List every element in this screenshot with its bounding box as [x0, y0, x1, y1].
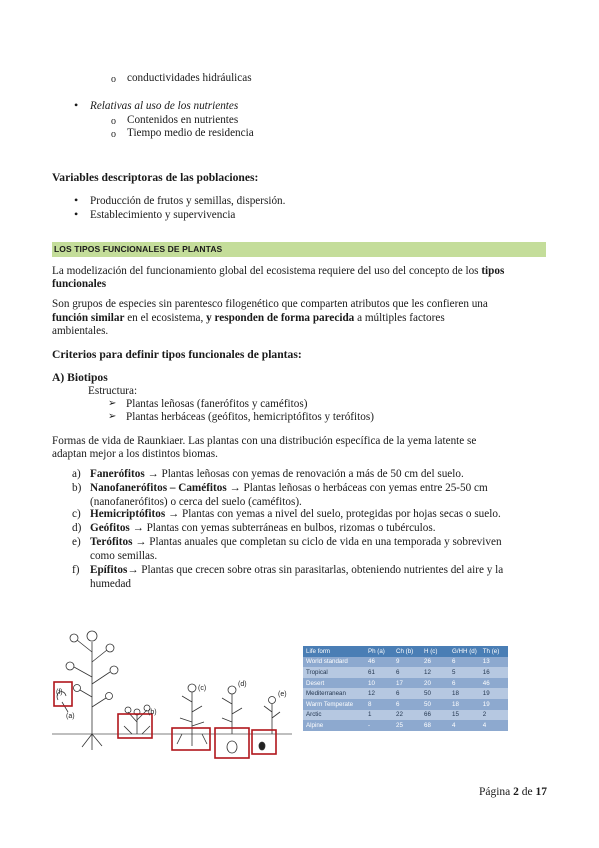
table-row	[303, 667, 508, 678]
table-cell: Alpine	[303, 720, 365, 731]
life-form-table-wrap	[303, 646, 508, 731]
life-form-name: Fanerófitos	[90, 468, 145, 480]
bullet: •	[74, 207, 79, 221]
arrow-bullet-icon: ➢	[108, 398, 117, 409]
table-header-cell: Ch (b)	[393, 646, 421, 657]
table-cell: Arctic	[303, 710, 365, 721]
table-cell: 12	[365, 688, 393, 699]
list-letter: c)	[72, 508, 81, 520]
table-cell: 61	[365, 667, 393, 678]
table-header-cell: H (c)	[421, 646, 449, 657]
list-item: Tiempo medio de residencia	[127, 127, 254, 139]
paragraph-line	[52, 312, 546, 325]
table-cell: 6	[393, 699, 421, 710]
biotipos-heading: A) Biotipos	[52, 371, 108, 384]
list-letter: f)	[72, 564, 80, 576]
table-cell: 26	[421, 657, 449, 668]
table-row	[303, 688, 508, 699]
bullet: •	[74, 98, 79, 112]
life-form-name: Geófitos	[90, 522, 130, 534]
table-cell: 6	[449, 657, 480, 668]
table-cell: Desert	[303, 678, 365, 689]
table-row	[303, 720, 508, 731]
bold-term: función similar	[52, 312, 125, 324]
list-item: Producción de frutos y semillas, dispersión.	[90, 195, 286, 207]
table-cell: 15	[449, 710, 480, 721]
life-form-item	[90, 482, 488, 495]
table-cell: 8	[365, 699, 393, 710]
paragraph	[52, 298, 546, 311]
list-item: Relativas al uso de los nutrientes	[90, 100, 239, 112]
table-cell: 6	[393, 688, 421, 699]
raunkiaer-figure	[52, 622, 297, 762]
sub-bullet: o	[111, 74, 116, 85]
life-form-item	[90, 564, 503, 577]
life-form-desc: → Plantas con yemas subterráneas en bulbos, rizomas o tubérculos.	[129, 522, 436, 534]
table-header-cell: Th (e)	[480, 646, 508, 657]
table-cell: 5	[449, 667, 480, 678]
table-cell: World standard	[303, 657, 365, 668]
table-cell: 19	[480, 688, 508, 699]
figure-label: (b)	[148, 709, 157, 716]
figure-label: (a)	[66, 713, 75, 720]
list-item: conductividades hidráulicas	[127, 72, 252, 84]
list-item: Plantas herbáceas (geófitos, hemicriptófitos y terófitos)	[126, 411, 374, 423]
table-cell: 9	[393, 657, 421, 668]
table-cell: 50	[421, 699, 449, 710]
table-cell: 22	[393, 710, 421, 721]
bold-term: y responden de forma parecida	[206, 312, 355, 324]
table-header-cell: Life form	[303, 646, 365, 657]
table-cell: 17	[393, 678, 421, 689]
page-number: 2	[513, 786, 519, 798]
table-header-cell: Ph (a)	[365, 646, 393, 657]
life-form-table	[303, 646, 508, 731]
section-heading-bar	[52, 242, 546, 257]
populations-heading: Variables descriptoras de las poblaciones:	[52, 171, 259, 184]
list-item: Establecimiento y supervivencia	[90, 209, 236, 221]
life-form-desc: → Plantas con yemas a nivel del suelo, protegidas por hojas secas o suelo.	[165, 508, 501, 520]
table-cell: 2	[480, 710, 508, 721]
list-letter: d)	[72, 522, 82, 534]
table-cell: 50	[421, 688, 449, 699]
life-form-name: Terófitos	[90, 536, 133, 548]
table-cell: 20	[421, 678, 449, 689]
footer-label: de	[518, 786, 536, 798]
criteria-heading: Criterios para definir tipos funcionales de plantas:	[52, 348, 302, 361]
table-row	[303, 710, 508, 721]
section-heading: LOS TIPOS FUNCIONALES DE PLANTAS	[54, 244, 223, 254]
table-cell: 16	[480, 667, 508, 678]
figure-label: (e)	[278, 691, 287, 698]
bold-term: tipos	[481, 265, 505, 277]
paragraph	[52, 265, 546, 278]
table-cell: 25	[393, 720, 421, 731]
life-form-item	[90, 522, 436, 535]
table-cell: 18	[449, 699, 480, 710]
table-cell: 46	[365, 657, 393, 668]
table-cell: 1	[365, 710, 393, 721]
paragraph-text: ambientales.	[52, 325, 109, 337]
table-cell: 6	[393, 667, 421, 678]
list-item: Plantas leñosas (fanerófitos y caméfitos)	[126, 398, 308, 410]
sub-bullet: o	[111, 116, 116, 127]
table-row	[303, 699, 508, 710]
paragraph-text: Son grupos de especies sin parentesco filogenético que comparten atributos que les confieren una	[52, 298, 488, 310]
table-cell: 4	[449, 720, 480, 731]
life-form-item	[90, 508, 501, 521]
footer-label: Página	[478, 786, 514, 798]
page-footer	[479, 786, 547, 798]
life-form-name: Hemicriptófitos	[90, 508, 166, 520]
figure-label: (d)	[238, 681, 247, 688]
list-letter: a)	[72, 468, 81, 480]
figure-label: (c)	[198, 685, 207, 692]
paragraph-text: La modelización del funcionamiento global del ecosistema requiere del uso del concepto de los	[52, 265, 482, 277]
table-cell: 6	[449, 678, 480, 689]
life-form-desc: → Plantas que crecen sobre otras sin parasitarlas, obteniendo nutrientes del aire y la	[127, 564, 504, 576]
table-cell: -	[365, 720, 393, 731]
paragraph-text: a múltiples factores	[354, 312, 445, 324]
table-cell: Warm Temperate	[303, 699, 365, 710]
life-form-desc: → Plantas leñosas o herbáceas con yemas entre 25-50 cm	[226, 482, 488, 494]
life-form-desc: → Plantas anuales que completan su ciclo de vida en una temporada y sobreviven	[132, 536, 502, 548]
life-form-desc: → Plantas leñosas con yemas de renovación a más de 50 cm del suelo.	[144, 468, 464, 480]
table-cell: 13	[480, 657, 508, 668]
table-cell: 18	[449, 688, 480, 699]
table-row	[303, 678, 508, 689]
table-cell: 46	[480, 678, 508, 689]
sub-bullet: o	[111, 129, 116, 140]
life-form-name: Epífitos	[90, 564, 128, 576]
paragraph-text: en el ecosistema,	[124, 312, 207, 324]
paragraph-text: adaptan mejor a los distintos biomas.	[52, 448, 218, 460]
table-cell: 66	[421, 710, 449, 721]
estructura-label: Estructura:	[88, 385, 138, 397]
table-header-row	[303, 646, 508, 657]
table-cell: Mediterranean	[303, 688, 365, 699]
table-header-cell: G/HH (d)	[449, 646, 480, 657]
table-row	[303, 657, 508, 668]
life-form-name: Nanofanerófitos – Caméfitos	[90, 482, 227, 494]
list-letter: b)	[72, 482, 82, 494]
table-cell: 4	[480, 720, 508, 731]
paragraph-cont	[52, 278, 106, 291]
life-form-item	[90, 536, 502, 549]
table-cell: 12	[421, 667, 449, 678]
life-form-desc-cont: humedad	[90, 578, 132, 590]
bullet: •	[74, 193, 79, 207]
paragraph-line	[52, 325, 108, 338]
table-cell: 19	[480, 699, 508, 710]
list-item: Contenidos en nutrientes	[127, 114, 239, 126]
life-form-desc-cont: como semillas.	[90, 550, 158, 562]
life-form-item	[90, 468, 464, 481]
paragraph-text: Formas de vida de Raunkiaer. Las plantas con una distribución específica de la yema latente se	[52, 435, 477, 447]
table-cell: Tropical	[303, 667, 365, 678]
table-cell: 10	[365, 678, 393, 689]
life-form-desc-cont: (nanofanerófitos) o cerca del suelo (caméfitos).	[90, 496, 302, 508]
list-letter: e)	[72, 536, 81, 548]
page-total: 17	[535, 786, 547, 798]
arrow-bullet-icon: ➢	[108, 411, 117, 422]
figure-label: (f)	[56, 689, 63, 696]
bold-term: funcionales	[52, 278, 107, 290]
table-cell: 68	[421, 720, 449, 731]
